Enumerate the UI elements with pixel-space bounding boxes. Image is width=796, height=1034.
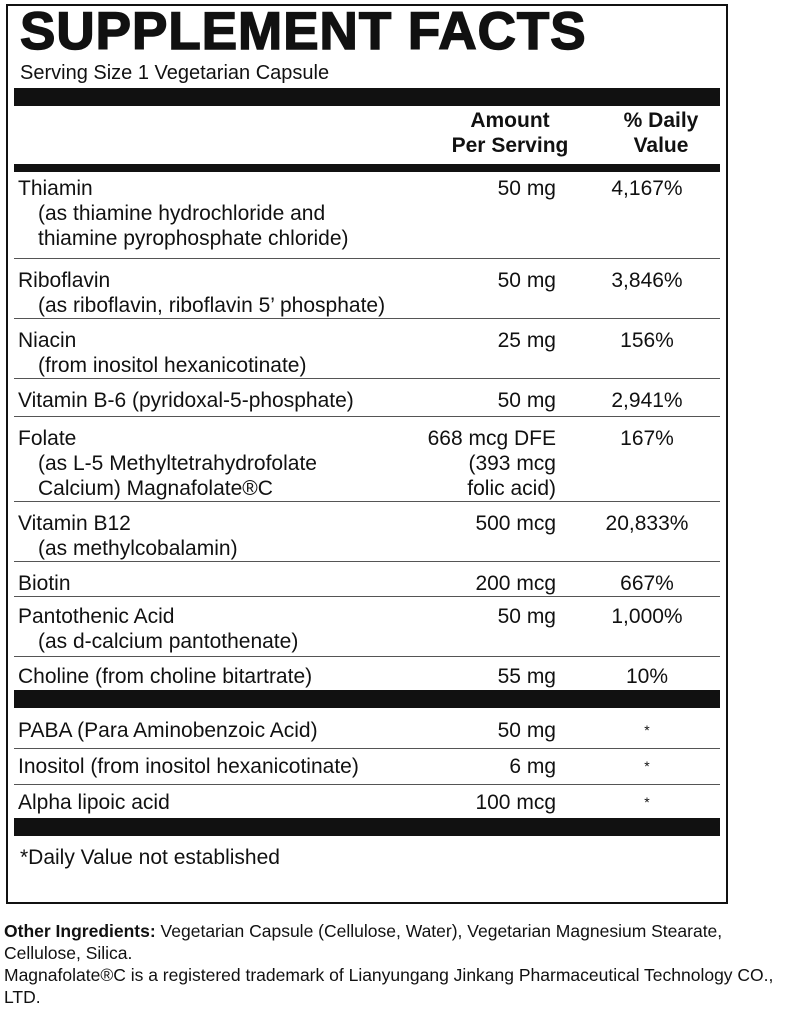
- nutrient-label: Choline (from choline bitartrate): [18, 665, 313, 688]
- amount-header: [430, 108, 590, 158]
- daily-value-footnote: *Daily Value not established: [20, 846, 280, 869]
- other-nutrient-amount: 100 mcg: [475, 791, 556, 814]
- nutrient-amount: [428, 426, 556, 501]
- nutrient-amount: [498, 604, 556, 629]
- nutrient-name: [18, 426, 317, 501]
- other-nutrient-daily-value: *: [644, 794, 650, 810]
- other-nutrient-name: Inositol (from inositol hexanicotinate): [18, 755, 359, 778]
- nutrient-label: Biotin: [18, 572, 71, 595]
- nutrient-amount-line: (393 mcg: [468, 452, 556, 475]
- row-divider: [14, 378, 720, 379]
- nutrient-name: [18, 664, 312, 689]
- nutrient-daily-value: 3,846%: [611, 269, 683, 292]
- nutrient-label: Pantothenic Acid: [18, 605, 175, 628]
- nutrient-daily-value: 1,000%: [611, 605, 683, 628]
- row-divider: [14, 501, 720, 502]
- nutrient-label: Folate: [18, 427, 77, 450]
- other-ingredients-text: Vegetarian Capsule (Cellulose, Water), Vegetarian Magnesium Stearate, Cellulose, Silica.: [4, 921, 723, 963]
- row-divider: [14, 416, 720, 417]
- nutrient-daily-value: 167%: [620, 427, 674, 450]
- nutrient-source: (as thiamine hydrochloride and: [38, 202, 326, 225]
- dv-header-line1: % Daily: [623, 109, 699, 132]
- nutrient-amount-line: 50 mg: [497, 605, 556, 628]
- nutrient-amount: [498, 388, 556, 413]
- nutrient-name: [18, 571, 71, 596]
- row-divider: [14, 561, 720, 562]
- nutrient-amount-line: folic acid): [467, 477, 556, 500]
- row-divider: [14, 318, 720, 319]
- nutrient-source: (as methylcobalamin): [38, 537, 238, 560]
- nutrient-label: Vitamin B-6 (pyridoxal-5-phosphate): [18, 389, 354, 412]
- nutrient-label: Niacin: [18, 329, 77, 352]
- nutrient-amount: [498, 268, 556, 293]
- nutrient-amount-line: 55 mg: [497, 665, 556, 688]
- other-nutrient-name: PABA (Para Aminobenzoic Acid): [18, 719, 318, 742]
- nutrient-daily-value: 2,941%: [611, 389, 683, 412]
- other-nutrient-daily-value: *: [644, 722, 650, 738]
- nutrient-source: (as riboflavin, riboflavin 5’ phosphate): [38, 294, 386, 317]
- thick-divider-2: [14, 690, 720, 708]
- row-divider: [14, 748, 720, 749]
- other-nutrient-amount: 6 mg: [509, 755, 556, 778]
- row-divider: [14, 784, 720, 785]
- nutrient-amount: [475, 571, 556, 596]
- medium-divider: [14, 164, 720, 172]
- thick-divider: [14, 88, 720, 106]
- nutrient-amount-line: 25 mg: [497, 329, 556, 352]
- nutrient-amount: [498, 328, 556, 353]
- nutrient-label: Vitamin B12: [18, 512, 131, 535]
- other-nutrient-name: Alpha lipoic acid: [18, 791, 170, 814]
- other-ingredients-line: [4, 920, 794, 964]
- trademark-note: Magnafolate®C is a registered trademark of Lianyungang Jinkang Pharmaceutical Technology CO., LTD.: [4, 965, 774, 1007]
- dv-header-line2: Value: [633, 134, 689, 157]
- nutrient-daily-value: 4,167%: [611, 177, 683, 200]
- nutrient-label: Thiamin: [18, 177, 93, 200]
- nutrient-name: [18, 328, 306, 378]
- nutrient-source: Calcium) Magnafolate®C: [38, 477, 273, 500]
- nutrient-daily-value: 156%: [620, 329, 674, 352]
- panel-title: SUPPLEMENT FACTS: [20, 2, 587, 61]
- nutrient-source: thiamine pyrophosphate chloride): [38, 227, 349, 250]
- row-divider: [14, 596, 720, 597]
- nutrient-name: [18, 388, 354, 413]
- nutrient-amount-line: 500 mcg: [475, 512, 556, 535]
- nutrient-name: [18, 176, 349, 251]
- dv-header: [606, 108, 716, 158]
- other-nutrient-amount: 50 mg: [497, 719, 556, 742]
- amount-header-line2: Per Serving: [451, 134, 569, 157]
- nutrient-amount-line: 50 mg: [497, 269, 556, 292]
- nutrient-amount: [498, 664, 556, 689]
- nutrient-daily-value: 20,833%: [605, 512, 689, 535]
- amount-header-line1: Amount: [470, 109, 550, 132]
- nutrient-source: (as L-5 Methyltetrahydrofolate: [38, 452, 317, 475]
- nutrient-amount-line: 50 mg: [497, 177, 556, 200]
- nutrient-amount: [498, 176, 556, 201]
- nutrient-amount: [475, 511, 556, 536]
- nutrient-amount-line: 200 mcg: [475, 572, 556, 595]
- nutrient-name: [18, 511, 238, 561]
- nutrient-amount-line: 50 mg: [497, 389, 556, 412]
- nutrient-daily-value: 667%: [620, 572, 674, 595]
- thick-divider-3: [14, 818, 720, 836]
- row-divider: [14, 258, 720, 259]
- row-divider: [14, 656, 720, 657]
- nutrient-name: [18, 604, 298, 654]
- nutrient-amount-line: 668 mcg DFE: [427, 427, 556, 450]
- supplement-facts-panel: [6, 4, 728, 904]
- nutrient-name: [18, 268, 385, 318]
- nutrient-source: (as d-calcium pantothenate): [38, 630, 299, 653]
- other-ingredients-block: [4, 920, 794, 1008]
- nutrient-label: Riboflavin: [18, 269, 111, 292]
- other-nutrient-daily-value: *: [644, 758, 650, 774]
- other-ingredients-label: Other Ingredients:: [4, 921, 156, 941]
- nutrient-daily-value: 10%: [625, 665, 669, 688]
- nutrient-source: (from inositol hexanicotinate): [38, 354, 307, 377]
- serving-size: Serving Size 1 Vegetarian Capsule: [20, 62, 330, 84]
